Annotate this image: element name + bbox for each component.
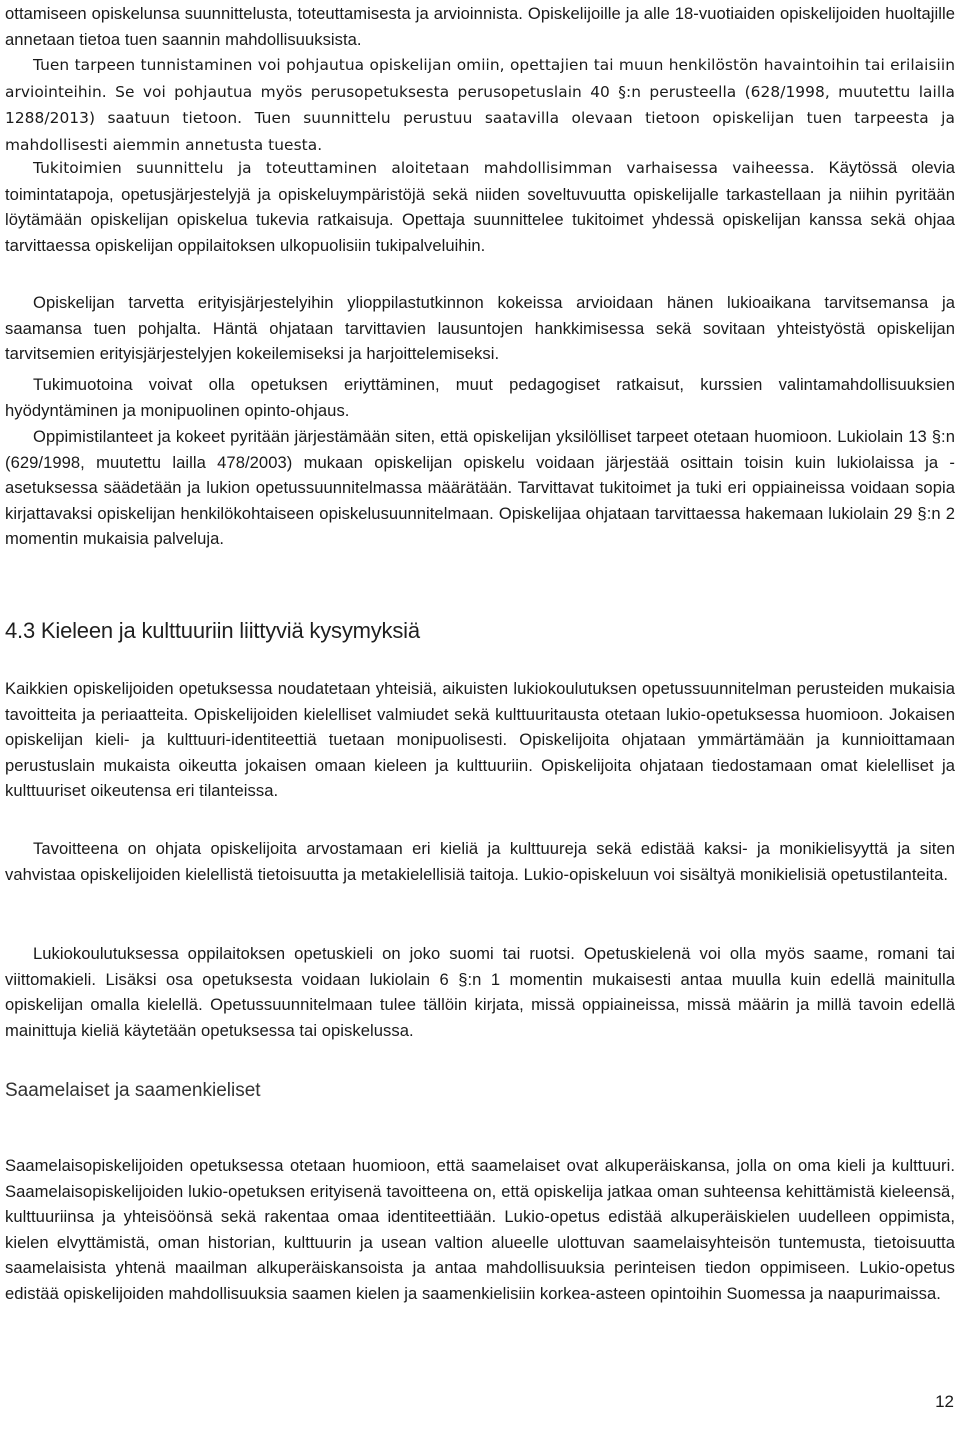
- paragraph: Tavoitteena on ohjata opiskelijoita arvostamaan eri kieliä ja kulttuureja sekä edistää kaksi- ja monikielisyyttä ja siten vahvistaa opiskelijoiden kielellistä tietoisuutta ja metakielellisiä taitoja. Lukio-opiskeluun voi sisältyä monikielisiä opetustilanteita.: [5, 839, 955, 884]
- paragraph: Opiskelijan tarvetta erityisjärjestelyihin ylioppilastutkinnon kokeissa arvioidaan hänen lukioaikana tarvitsemansa ja saamansa tuen pohjalta. Häntä ohjataan tarvittavien lausuntojen hankkimisessa sekä sovitaan yhteistyöstä opiskelijan tarvitsemien erityisjärjestelyjen kokeilemiseksi ja harjoittelemiseksi.: [5, 293, 955, 364]
- paragraph-text: Käytössä olevia toimintatapoja, opetusjärjestelyjä ja opiskeluympäristöjä sekä niiden soveltuvuutta opiskelijalle tarkastellaan ja niihin pyritään löytämään opiskelijan opiskelua tukevia ratkaisuja. Opettaja suunnittelee tukitoimet yhdessä opiskelijan kanssa sekä ohjaa tarvittaessa opiskelijan oppilaitoksen ulkopuolisiin tukipalveluihin.: [5, 158, 955, 255]
- paragraph: Lukiokoulutuksessa oppilaitoksen opetuskieli on joko suomi tai ruotsi. Opetuskielenä voi olla myös saame, romani tai viittomakieli. Lisäksi osa opetuksesta voidaan lukiolain 6 §:n 1 momentin mukaisesti antaa muulla kuin edellä mainitulla opiskelijan omalla kielellä. Opetussuunnitelmaan tulee tällöin kirjata, missä oppiaineissa, missä määrin ja millä tavoin edellä mainittuja kieliä käytetään opetuksessa tai opiskelussa.: [5, 944, 955, 1040]
- paragraph: [5, 155, 955, 258]
- paragraph: ottamiseen opiskelunsa suunnittelusta, toteuttamisesta ja arvioinnista. Opiskelijoille ja alle 18-vuotiaiden opiskelijoiden huoltajille annetaan tietoa tuen saannin mahdollisuuksista.: [5, 4, 955, 49]
- paragraph: Kaikkien opiskelijoiden opetuksessa noudatetaan yhteisiä, aikuisten lukiokoulutuksen opetussuunnitelman perusteiden mukaisia tavoitteita ja periaatteita. Opiskelijoiden kielelliset valmiudet sekä kulttuuritausta otetaan lukio-opetuksessa huomioon. Jokaisen opiskelijan kieli- ja kulttuuri-identiteettiä tuetaan monipuolisesti. Opiskelijoita ohjataan ymmärtämään ja kunnioittamaan perustuslain mukaista oikeutta jokaisen omaan kieleen ja kulttuuriin. Opiskelijoita ohjataan tiedostamaan omat kielelliset ja kulttuuriset oikeutensa eri tilanteissa.: [5, 679, 955, 801]
- section-title: Kieleen ja kulttuuriin liittyviä kysymyksiä: [40, 618, 420, 643]
- subsection-heading: Saamelaiset ja saamenkieliset: [5, 1080, 261, 1101]
- paragraph: [5, 52, 955, 158]
- page-number: 12: [935, 1392, 954, 1411]
- paragraph: Saamelaisopiskelijoiden opetuksessa otetaan huomioon, että saamelaiset ovat alkuperäiskansa, jolla on oma kieli ja kulttuuri. Saamelaisopiskelijoiden lukio-opetuksen erityisenä tavoitteena on, että opiskelija jatkaa oman suhteensa kehittämistä kieleensä, kulttuuriinsa ja yhteisöönsä sekä rakentaa omaa identiteettiään. Lukio-opetus edistää alkuperäiskielen uudelleen oppimista, kielen elvyttämistä, oman historian, kulttuurin ja usean valtion alueelle ulottuvan saamelaisyhteisön tuntemusta, tietoisuutta saamelaisista yhtenä maailman alkuperäiskansoista ja antaa mahdollisuuksia perinteisen tiedon oppimiseen. Lukio-opetus edistää opiskelijoiden mahdollisuuksia saamen kielen ja saamenkielisiin korkea-asteen opintoihin Suomessa ja naapurimaissa.: [5, 1156, 955, 1303]
- paragraph-text: Tukitoimien suunnittelu ja toteuttaminen aloitetaan mahdollisimman varhaisessa vaiheessa.: [33, 159, 815, 177]
- section-heading: [5, 618, 420, 644]
- paragraph-text: Tuen suunnittelu perustuu saatavilla olevaan tietoon opiskelijan tuen tarpeesta ja mahdollisesti aiemmin annetusta tuesta.: [5, 109, 955, 154]
- paragraph-text: Se voi pohjautua myös perusopetuksesta perusopetuslain 40 §:n perusteella (628/1998, muutettu lailla 1288/2013) saatuun tietoon.: [5, 82, 955, 128]
- paragraph: Tukimuotoina voivat olla opetuksen eriyttäminen, muut pedagogiset ratkaisut, kurssien valintamahdollisuuksien hyödyntäminen ja monipuolinen opinto-ohjaus.: [5, 375, 955, 420]
- paragraph-text: Tuen tarpeen tunnistaminen voi pohjautua opiskelijan omiin, opettajien tai muun henkilöstön havaintoihin tai erilaisiin arviointeihin.: [5, 56, 955, 101]
- paragraph: Oppimistilanteet ja kokeet pyritään järjestämään siten, että opiskelijan yksilölliset tarpeet otetaan huomioon. Lukiolain 13 §:n (629/1998, muutettu lailla 478/2003) mukaan opiskelijan opiskelu voidaan järjestää osittain toisin kuin lukiolaissa ja -asetuksessa säädetään ja lukion opetussuunnitelmassa määrätään. Tarvittavat tukitoimet ja tuki eri oppiaineissa voidaan sopia kirjattavaksi opiskelijan henkilökohtaiseen opiskelusuunnitelmaan. Opiskelijaa ohjataan tarvittaessa hakemaan lukiolain 29 §:n 2 momentin mukaisia palveluja.: [5, 427, 955, 549]
- section-number: 4.3: [5, 618, 35, 643]
